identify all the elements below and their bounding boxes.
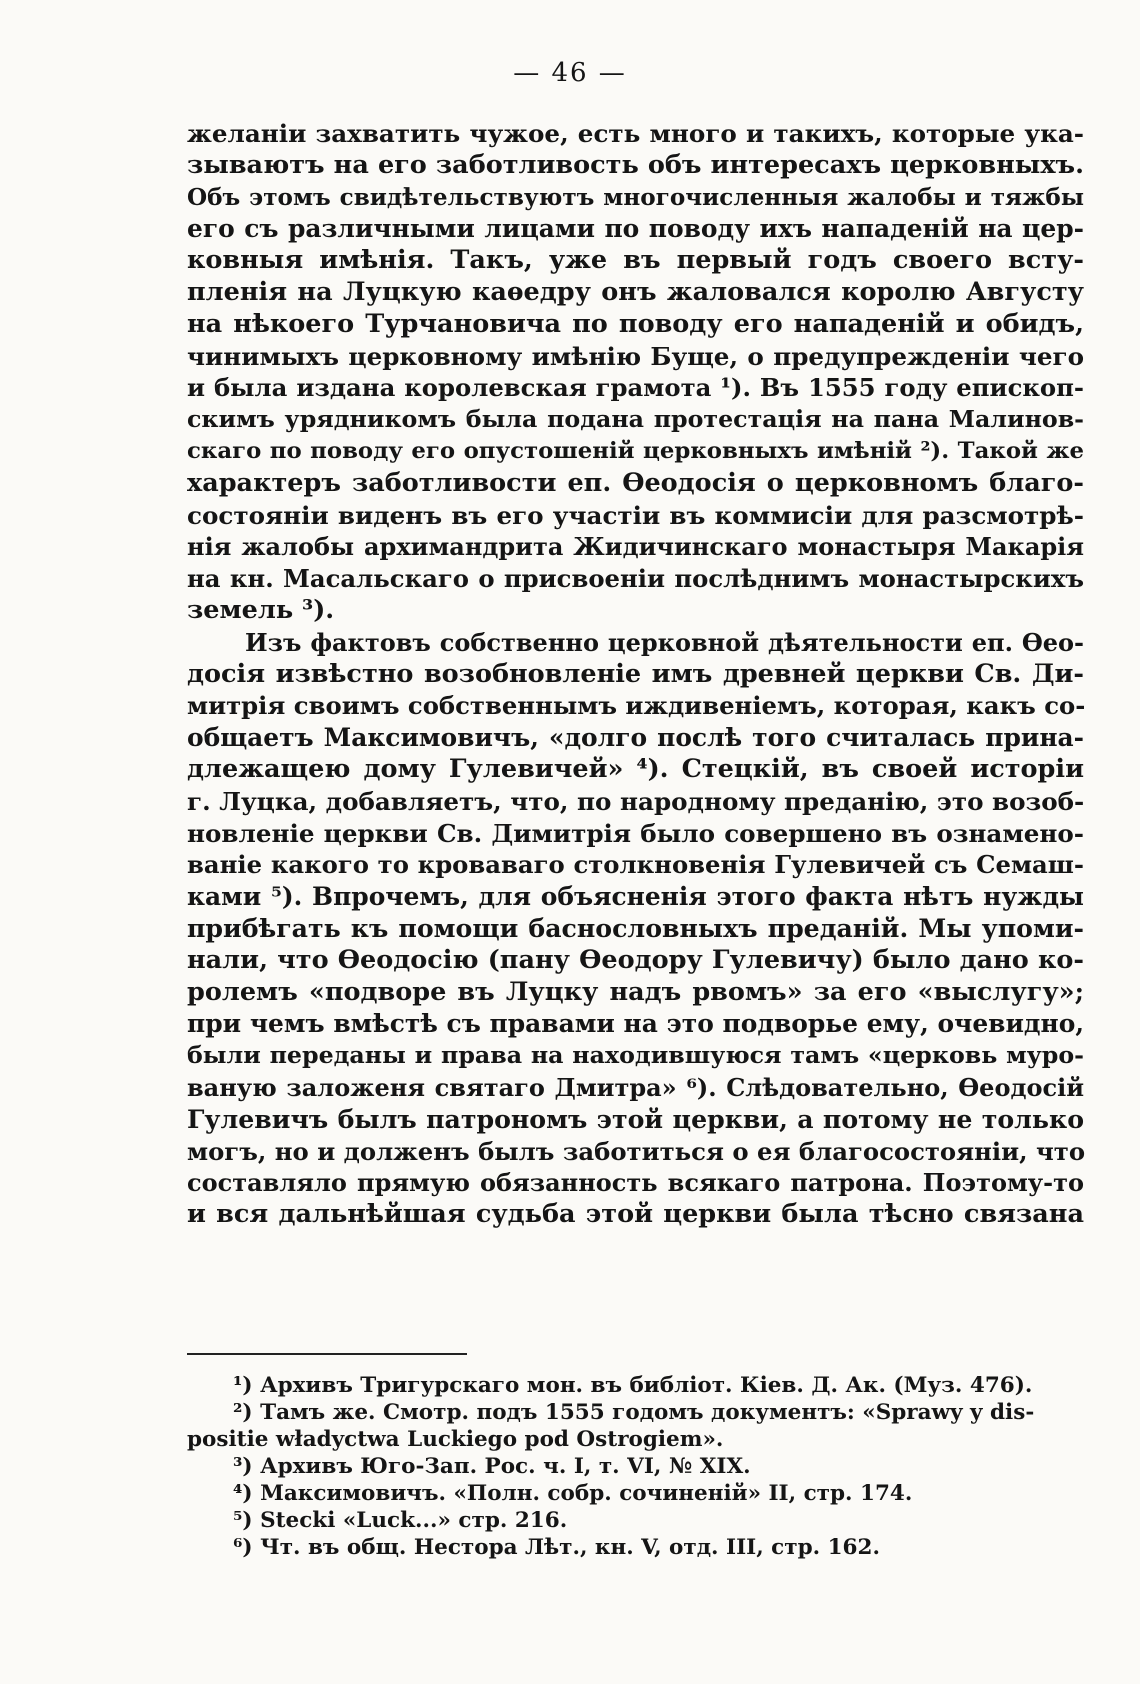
body-line: зываютъ на его заботливость объ интересахъ церковныхъ.: [187, 149, 1084, 180]
body-line: ваную заложеня святаго Дмитра» ⁶). Слѣдовательно, Ѳеодосій: [187, 1072, 1084, 1102]
body-line: ками ⁵). Впрочемъ, для объясненія этого факта нѣтъ нужды: [187, 882, 1084, 912]
body-line: Объ этомъ свидѣтельствуютъ многочисленныя жалобы и тяжбы: [187, 183, 1084, 211]
body-line: скаго по поводу его опустошеній церковныхъ имѣній ²). Такой же: [187, 437, 1084, 464]
body-line: были переданы и права на находившуюся тамъ «церковь муро-: [187, 1041, 1084, 1070]
body-line: земель ³).: [187, 594, 335, 625]
body-line: пленія на Луцкую каѳедру онъ жаловался королю Августу: [187, 276, 1084, 307]
body-line: скимъ урядникомъ была подана протестація на пана Малинов-: [187, 405, 1084, 434]
body-line: ролемъ «подворе въ Луцку надъ рвомъ» за его «выслугу»;: [187, 976, 1084, 1007]
footnotes: [187, 1372, 1084, 1561]
body-line: на нѣкоего Турчановича по поводу его нападеній и обидъ,: [187, 308, 1084, 339]
footnote-divider: [187, 1353, 467, 1355]
body-line: составляло прямую обязанность всякаго патрона. Поэтому-то: [187, 1168, 1084, 1198]
body-line: и вся дальнѣйшая судьба этой церкви была тѣсно связана: [187, 1199, 1084, 1230]
body-line: чинимыхъ церковному имѣнію Буще, о предупрежденіи чего: [187, 341, 1084, 371]
body-line: при чемъ вмѣстѣ съ правами на это подворье ему, очевидно,: [187, 1009, 1084, 1039]
body-line: на кн. Масальскаго о присвоеніи послѣднимъ монастырскихъ: [187, 564, 1084, 594]
body-line: новленіе церкви Св. Димитрія было совершено въ ознамено-: [187, 818, 1084, 848]
body-line: желаніи захватить чужое, есть много и такихъ, которые ука-: [187, 119, 1084, 148]
body-line: ваніе какого то кроваваго столкновенія Гулевичей съ Семаш-: [187, 850, 1084, 880]
body-line: г. Луцка, добавляетъ, что, по народному преданію, это возоб-: [187, 786, 1085, 816]
body-line: ковныя имѣнія. Такъ, уже въ первый годъ своего всту-: [187, 245, 1084, 276]
footnote-line: ³) Архивъ Юго-Зап. Рос. ч. I, т. VI, № XIX.: [233, 1454, 751, 1479]
body-line: митрія своимъ собственнымъ иждивеніемъ, которая, какъ со-: [187, 691, 1086, 721]
body-line: прибѣгать къ помощи баснословныхъ преданій. Мы упоми-: [187, 912, 1084, 943]
body-line: его съ различными лицами по поводу ихъ нападеній на цер-: [187, 214, 1084, 244]
body-line: длежащею дому Гулевичей» ⁴). Стецкій, въ своей исторіи: [187, 753, 1084, 784]
body-text: [187, 118, 1084, 1231]
body-line: досія извѣстно возобновленіе имъ древней церкви Св. Ди-: [187, 658, 1084, 689]
body-line: общаетъ Максимовичъ, «долго послѣ того считалась прина-: [187, 723, 1084, 753]
body-line: состояніи виденъ въ его участіи въ коммисіи для разсмотрѣ-: [187, 500, 1084, 530]
footnote-line: ⁴) Максимовичъ. «Полн. собр. сочиненій» II, стр. 174.: [233, 1481, 913, 1506]
body-line: нали, что Ѳеодосію (пану Ѳеодору Гулевичу) было дано ко-: [187, 944, 1084, 975]
body-line: и была издана королевская грамота ¹). Въ 1555 году епископ-: [187, 373, 1084, 403]
body-line: характеръ заботливости еп. Ѳеодосія о церковномъ благо-: [187, 467, 1084, 498]
body-line: нія жалобы архимандрита Жидичинскаго монастыря Макарія: [187, 532, 1084, 562]
footnote-line: positie władyctwa Luckiego pod Ostrogiem».: [187, 1427, 724, 1452]
footnote-line: ⁵) Stecki «Luck...» стр. 216.: [233, 1508, 568, 1533]
page-number: — 46 —: [513, 58, 627, 88]
footnote-line: ²) Тамъ же. Смотр. подъ 1555 годомъ документъ: «Sprawy y dis-: [233, 1400, 1035, 1425]
body-line: Изъ фактовъ собственно церковной дѣятельности еп. Ѳео-: [245, 627, 1084, 657]
body-line: Гулевичъ былъ патрономъ этой церкви, а потому не только: [187, 1103, 1084, 1134]
footnote-line: ⁶) Чт. въ общ. Нестора Лѣт., кн. V, отд. III, стр. 162.: [233, 1535, 880, 1560]
body-line: могъ, но и долженъ былъ заботиться о ея благосостояніи, что: [187, 1136, 1086, 1166]
footnote-line: ¹) Архивъ Тригурскаго мон. въ библіот. Кіев. Д. Ак. (Муз. 476).: [233, 1373, 1033, 1398]
